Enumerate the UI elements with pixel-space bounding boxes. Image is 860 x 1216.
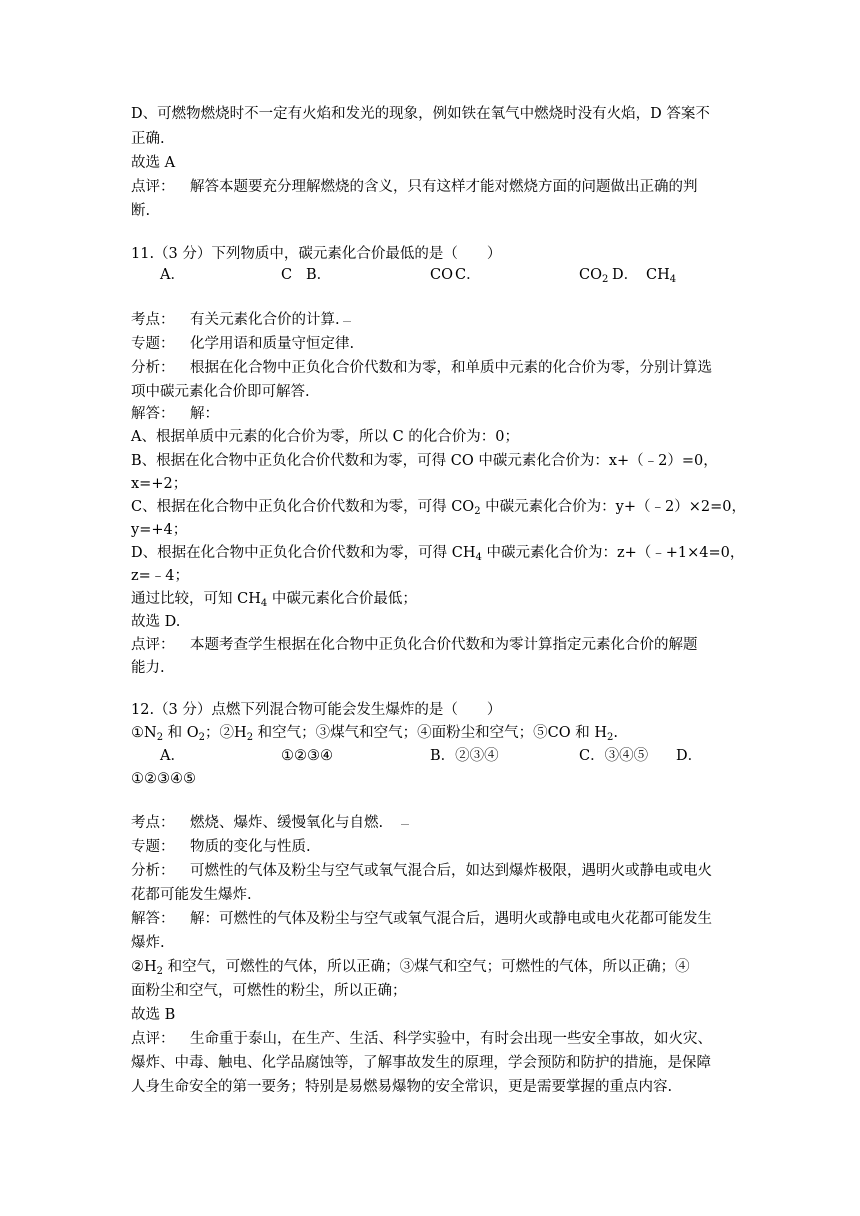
q11-jieda [131,404,219,426]
subscript: 2 [607,732,614,743]
q11-option-d-value [646,265,676,290]
kaodian-label: 考点： [131,312,175,328]
comment-label: 点评： [131,1031,175,1047]
text: 中碳元素化合价为：z+（﹣+1×4=0， [481,545,745,561]
kaodian-text: 有关元素化合价的计算. [190,312,340,328]
prev-comment-line-1 [131,177,698,199]
comment-text: 本题考查学生根据在化合物中正负化合价代数和为零计算指定元素化合价的解题 [190,637,698,653]
q11-option-d-label: D． [612,267,639,283]
zhuanti-text: 物质的变化与性质. [190,839,311,855]
text: 中碳元素化合价最低； [267,591,417,607]
q12-option-a-label: A． [160,748,185,764]
q12-comment-line-1 [131,1029,712,1051]
q12-option-c: C．③④⑤ [579,748,649,764]
q11-solution-d-line-2: z=﹣4； [131,568,190,584]
subscript: 2 [156,732,164,743]
text: 通过比较，可知 CH [131,591,261,607]
q12-zhuanti [131,837,311,859]
jieda-label: 解答： [131,406,175,422]
subscript: 4 [260,598,268,609]
jieda-label: 解答： [131,911,175,927]
q12-jieda-line-2: 爆炸. [131,935,165,951]
q11-kaodian [131,310,340,332]
text: 和空气，可燃性的气体，所以正确；③煤气和空气；可燃性的气体，所以正确；④ [163,959,690,975]
text: C、根据在化合物中正负化合价代数和为零，可得 CO [131,499,475,515]
prev-option-d-line-2: 正确. [131,131,165,147]
q11-fenxi-line-2: 项中碳元素化合价即可解答. [131,384,310,400]
q11-option-a-label: A． [160,267,185,283]
q12-stem: 12.（3 分）点燃下列混合物可能会发生爆炸的是（ ） [131,702,502,718]
q12-fenxi-line-2: 花都可能发生爆炸. [131,887,252,903]
q11-stem: 11.（3 分）下列物质中，碳元素化合价最低的是（ ） [131,246,502,262]
zhuanti-label: 专题： [131,839,175,855]
q12-answer: 故选 B [131,1007,176,1023]
text-marker [401,824,409,825]
comment-text: 生命重于泰山，在生产、生活、科学实验中，有时会出现一些安全事故，如火灾、 [190,1031,712,1047]
fenxi-label: 分析： [131,360,175,376]
q11-solution-c-line-2: y=+4； [131,522,188,538]
q12-option-b: B．②③④ [430,748,499,764]
text: 和 O [163,725,199,741]
q11-fenxi-line-1 [131,358,712,380]
q12-kaodian [131,813,383,835]
q11-solution-d-line-1 [131,543,744,565]
q11-solution-a: A、根据单质中元素的化合价为零，所以 C 的化合价为：0； [131,429,520,445]
q12-option-a-value: ①②③④ [281,748,333,764]
subscript: 2 [198,732,206,743]
prev-comment-line-2: 断. [131,203,151,219]
q11-comment-line-2: 能力. [131,660,165,676]
subscript: 2 [474,506,481,517]
text: 中碳元素化合价为：y+（﹣2）×2=0， [480,499,746,515]
q11-comparison [131,589,417,611]
q11-answer: 故选 D. [131,614,181,630]
text: ②H [131,959,157,975]
q12-comment-line-2: 爆炸、中毒、触电、化学品腐蚀等，了解事故发生的原理，学会预防和防护的措施，是保障 [131,1055,711,1071]
q11-solution-c-line-1 [131,497,746,519]
subscript: 2 [156,966,164,977]
text: . [613,725,619,741]
q11-comment-line-1 [131,635,698,657]
q12-option-d-label: D． [676,748,703,764]
zhuanti-label: 专题： [131,336,175,352]
q12-items [131,723,618,745]
q11-option-a-value: C [281,267,293,283]
text: ①N [131,725,157,741]
q12-comment-line-3: 人身生命安全的第一要务；特别是易燃易爆物的安全常识，更是需要掌握的重点内容. [131,1079,673,1095]
q11-option-b-label: B． [306,267,332,283]
kaodian-text: 燃烧、爆炸、缓慢氧化与自燃. [190,815,384,831]
fenxi-label: 分析： [131,863,175,879]
q11-option-b-value: CO [430,267,453,283]
q11-option-c-value [579,265,608,290]
q12-option-d-value: ①②③④⑤ [131,771,196,787]
prev-comment-text: 解答本题要充分理解燃烧的含义，只有这样才能对燃烧方面的问题做出正确的判 [190,179,698,195]
subscript: 2 [601,274,609,285]
text: 和空气；③煤气和空气；④面粉尘和空气；⑤CO 和 H [253,725,608,741]
q12-jieda-line-1 [131,909,712,931]
subscript: 4 [669,274,677,285]
q11-solution-b-line-1: B、根据在化合物中正负化合价代数和为零，可得 CO 中碳元素化合价为：x+（﹣2）=0， [131,453,718,469]
formula-text: CO [579,267,602,283]
text-marker [343,321,351,322]
kaodian-label: 考点： [131,815,175,831]
q11-solution-b-line-2: x=+2； [131,476,188,492]
prev-option-d-line-1: D、可燃物燃烧时不一定有火焰和发光的现象，例如铁在氧气中燃烧时没有火焰，D 答案不 [131,106,710,122]
q12-fenxi-line-1 [131,861,712,883]
zhuanti-text: 化学用语和质量守恒定律. [190,336,355,352]
q11-zhuanti [131,334,354,356]
subscript: 2 [246,732,254,743]
text: ；②H [205,725,247,741]
q11-option-c-label: C． [455,267,481,283]
fenxi-text: 可燃性的气体及粉尘与空气或氧气混合后，如达到爆炸极限，遇明火或静电或电火 [190,863,712,879]
formula-text: CH [646,267,670,283]
q12-detail-line-1 [131,957,690,979]
fenxi-text: 根据在化合物中正负化合价代数和为零，和单质中元素的化合价为零，分别计算选 [190,360,712,376]
prev-answer: 故选 A [131,155,176,171]
comment-label: 点评： [131,637,175,653]
text: D、根据在化合物中正负化合价代数和为零，可得 CH [131,545,476,561]
jieda-text: 解： [190,406,219,422]
q12-detail-line-2: 面粉尘和空气，可燃性的粉尘，所以正确； [131,983,407,999]
comment-label: 点评： [131,179,175,195]
subscript: 4 [475,552,482,563]
jieda-text: 解：可燃性的气体及粉尘与空气或氧气混合后，遇明火或静电或电火花都可能发生 [190,911,712,927]
